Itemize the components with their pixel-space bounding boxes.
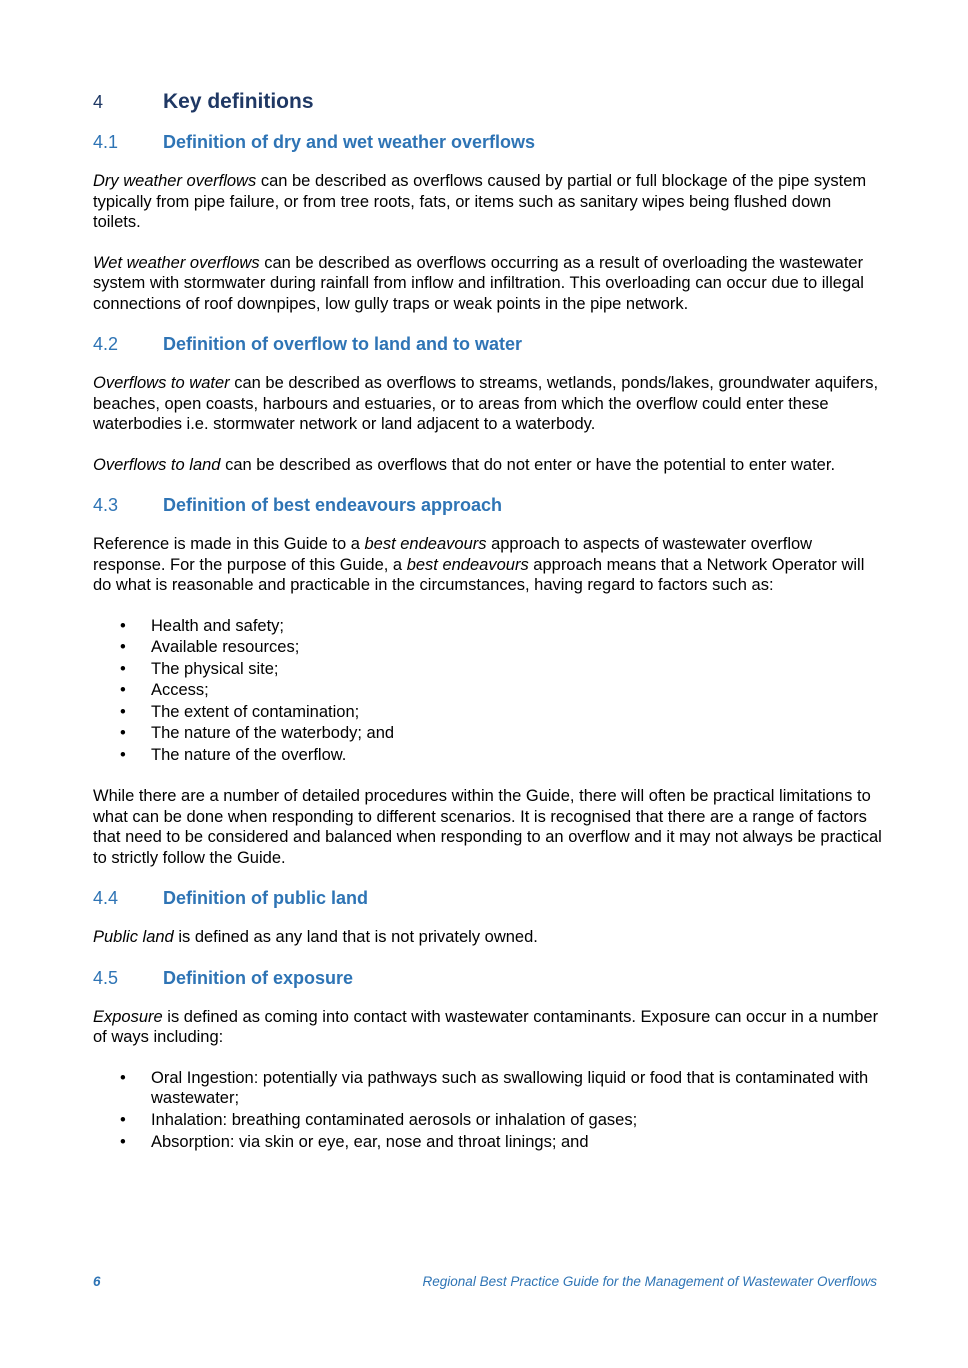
term: Overflows to water xyxy=(93,374,230,392)
term: Overflows to land xyxy=(93,455,221,474)
list-item-text: Inhalation: breathing contaminated aerosols or inhalation of gases; xyxy=(151,1111,638,1129)
paragraph-public-land xyxy=(93,927,883,948)
bullet-icon: • xyxy=(120,659,126,678)
footer-doc-title: Regional Best Practice Guide for the Management of Wastewater Overflows xyxy=(422,1274,877,1289)
subsection-number: 4.4 xyxy=(93,888,119,908)
paragraph-text: is defined as coming into contact with wastewater contaminants. Exposure can occur in a number of ways including: xyxy=(93,1007,879,1046)
subsection-title: Definition of dry and wet weather overflows xyxy=(163,132,536,152)
term: Exposure xyxy=(93,1007,163,1026)
term: Wet weather overflows xyxy=(93,253,260,272)
bullet-icon: • xyxy=(120,1068,126,1087)
bullet-icon: • xyxy=(120,616,126,635)
paragraph-wet-weather xyxy=(93,253,883,315)
list-item-text: Absorption: via skin or eye, ear, nose and throat linings; and xyxy=(151,1133,589,1151)
list-item xyxy=(93,1132,883,1153)
paragraph-text: can be described as overflows to streams, wetlands, ponds/lakes, groundwater aquifers, beaches, open coasts, harbours and estuaries, or to areas from which the overflow could enter these waterbodies i.e. stormwater network or land adjacent to a waterbody. xyxy=(93,374,879,433)
list-item-text: Access; xyxy=(151,681,209,699)
term: best endeavours xyxy=(406,555,529,574)
subsection-title: Definition of public land xyxy=(163,888,368,908)
paragraph-text: is defined as any land that is not privately owned. xyxy=(173,928,538,946)
page-footer xyxy=(93,1274,877,1289)
list-item-text: Oral Ingestion: potentially via pathways such as swallowing liquid or food that is contaminated with wastewater; xyxy=(151,1068,869,1107)
subsection-title: Definition of overflow to land and to water xyxy=(163,334,522,354)
bullet-icon: • xyxy=(120,724,126,742)
subsection-heading-4-5 xyxy=(93,968,883,989)
subsection-number: 4.1 xyxy=(93,132,119,152)
term: Public land xyxy=(93,928,174,946)
subsection-title: Definition of exposure xyxy=(163,967,354,988)
exposure-list xyxy=(93,1068,883,1153)
list-item-text: The nature of the waterbody; and xyxy=(151,724,395,742)
paragraph-text: Reference is made in this Guide to a xyxy=(93,535,365,553)
subsection-heading-4-1 xyxy=(93,132,883,153)
bullet-icon: • xyxy=(120,1133,126,1151)
paragraph-dry-weather xyxy=(93,171,883,233)
bullet-icon: • xyxy=(120,1111,126,1129)
list-item xyxy=(93,745,883,767)
list-item xyxy=(93,1068,883,1109)
bullet-icon: • xyxy=(120,745,126,764)
list-item-text: The nature of the overflow. xyxy=(151,745,347,764)
list-item xyxy=(93,680,883,702)
paragraph-text: can be described as overflows that do not enter or have the potential to enter water. xyxy=(220,455,836,474)
list-item-text: Health and safety; xyxy=(151,616,284,635)
paragraph-best-endeavours xyxy=(93,534,883,596)
list-item-text: The physical site; xyxy=(151,659,279,678)
term: Dry weather overflows xyxy=(93,172,257,190)
subsection-heading-4-3 xyxy=(93,495,883,516)
factors-list xyxy=(93,616,883,767)
list-item xyxy=(93,1110,883,1131)
page-number: 6 xyxy=(93,1274,101,1289)
section-title: Key definitions xyxy=(163,90,314,113)
subsection-heading-4-2 xyxy=(93,334,883,355)
list-item-text: The extent of contamination; xyxy=(151,702,360,721)
paragraph-overflows-to-water xyxy=(93,373,883,435)
paragraph-text: can be described as overflows caused by partial or full blockage of the pipe system typically from pipe failure, or from tree roots, fats, or items such as sanitary wipes being flushed down toilets. xyxy=(93,172,867,231)
list-item xyxy=(93,659,883,681)
bullet-icon: • xyxy=(120,702,126,721)
page-content xyxy=(93,90,883,1154)
list-item xyxy=(93,616,883,638)
paragraph-text: approach means that a Network Operator will do what is reasonable and practicable in the circumstances, having regard to factors such as: xyxy=(93,555,865,594)
list-item xyxy=(93,702,883,724)
term: best endeavours xyxy=(364,535,487,553)
list-item-text: Available resources; xyxy=(151,638,300,656)
section-number: 4 xyxy=(93,92,104,112)
paragraph-limitations: While there are a number of detailed procedures within the Guide, there will often be practical limitations to what can be done when responding to different scenarios. It is recognised that there are a range of factors that need to be considered and balanced when responding to an overflow and it may not always be practical to strictly follow the Guide. xyxy=(93,787,882,867)
bullet-icon: • xyxy=(120,638,126,656)
subsection-number: 4.2 xyxy=(93,334,119,354)
paragraph-overflows-to-land xyxy=(93,455,883,476)
section-heading-4 xyxy=(93,90,883,114)
list-item xyxy=(93,723,883,745)
list-item xyxy=(93,637,883,659)
subsection-title: Definition of best endeavours approach xyxy=(163,495,503,515)
paragraph-text: approach to aspects of wastewater overflow response. For the purpose of this Guide, a xyxy=(93,535,813,574)
paragraph-text: can be described as overflows occurring as a result of overloading the wastewater system with stormwater during rainfall from inflow and infiltration. This overloading can occur due to illegal connections of roof downpipes, low gully traps or weak points in the pipe network. xyxy=(93,253,864,313)
subsection-number: 4.5 xyxy=(93,967,119,988)
bullet-icon: • xyxy=(120,681,126,699)
subsection-heading-4-4 xyxy=(93,888,883,909)
paragraph-exposure xyxy=(93,1007,883,1048)
subsection-number: 4.3 xyxy=(93,495,119,515)
